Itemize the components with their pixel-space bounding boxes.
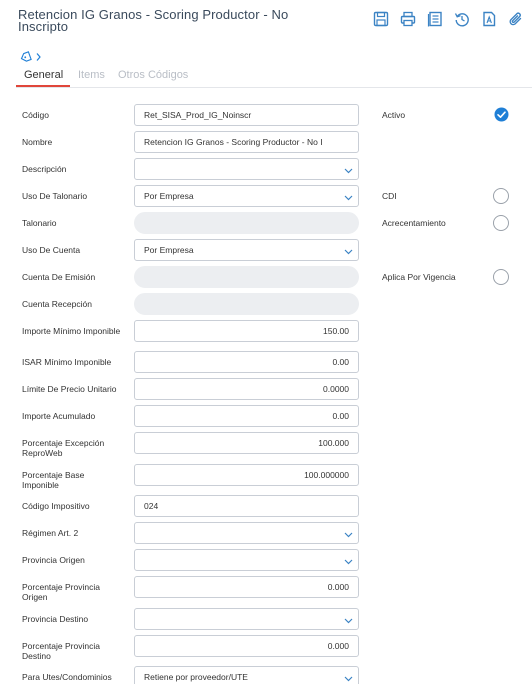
tag-icon	[20, 52, 31, 63]
active-tab-indicator	[16, 85, 70, 87]
label-importe-acumulado: Importe Acumulado	[22, 411, 96, 421]
provincia-destino-select[interactable]	[134, 608, 359, 630]
label-isar-minimo: ISAR Mínimo Imponible	[22, 357, 112, 367]
cdi-checkbox[interactable]	[493, 188, 509, 204]
isar-minimo-input[interactable]: 0.00	[134, 351, 359, 373]
limite-precio-input[interactable]: 0.0000	[134, 378, 359, 400]
chevron-down-icon	[344, 557, 353, 566]
descripcion-select[interactable]	[134, 158, 359, 180]
label-aplica-vigencia: Aplica Por Vigencia	[382, 272, 456, 282]
chevron-down-icon	[344, 166, 353, 175]
label-talonario: Talonario	[22, 218, 57, 228]
label-codigo-impositivo: Código Impositivo	[22, 501, 90, 511]
cuenta-emision-input	[134, 266, 359, 288]
porcentaje-provincia-origen-input[interactable]: 0.000	[134, 576, 359, 598]
tab-items[interactable]: Items	[78, 69, 105, 81]
tab-general[interactable]: General	[24, 69, 64, 81]
porcentaje-provincia-destino-input[interactable]: 0.000	[134, 635, 359, 657]
label-provincia-destino: Provincia Destino	[22, 614, 89, 624]
print-icon[interactable]	[399, 10, 417, 28]
chevron-down-icon	[344, 674, 353, 683]
regimen-select[interactable]	[134, 522, 359, 544]
label-porcentaje-base: Porcentaje Base Imponible	[22, 470, 85, 490]
label-porcentaje-provincia-destino: Porcentaje Provincia Destino	[22, 641, 100, 661]
porcentaje-base-input[interactable]: 100.000000	[134, 464, 359, 486]
checkmark-icon	[494, 107, 509, 122]
header	[0, 0, 532, 46]
label-descripcion: Descripción	[22, 164, 67, 174]
label-porcentaje-excepcion: Porcentaje Excepción ReproWeb	[22, 438, 105, 458]
porcentaje-excepcion-input[interactable]: 100.000	[134, 432, 359, 454]
label-uso-cuenta: Uso De Cuenta	[22, 245, 81, 255]
label-nombre: Nombre	[22, 137, 53, 147]
label-uso-talonario: Uso De Talonario	[22, 191, 88, 201]
uso-talonario-select[interactable]	[134, 185, 359, 207]
importe-minimo-input[interactable]: 150.00	[134, 320, 359, 342]
label-cuenta-recepcion: Cuenta Recepción	[22, 299, 92, 309]
text-document-icon[interactable]	[480, 10, 498, 28]
talonario-input	[134, 212, 359, 234]
para-utes-select[interactable]	[134, 666, 359, 684]
provincia-origen-select[interactable]	[134, 549, 359, 571]
label-codigo: Código	[22, 110, 49, 120]
uso-cuenta-value: Por Empresa	[144, 245, 194, 255]
uso-talonario-value: Por Empresa	[144, 191, 194, 201]
label-acrecentamiento: Acrecentamiento	[382, 218, 446, 228]
chevron-right-icon	[37, 54, 40, 61]
chevron-down-icon	[344, 247, 353, 256]
codigo-input[interactable]: Ret_SISA_Prod_IG_Noinscr	[134, 104, 359, 126]
label-para-utes: Para Utes/Condominios	[22, 672, 112, 682]
importe-acumulado-input[interactable]: 0.00	[134, 405, 359, 427]
label-cdi: CDI	[382, 191, 397, 201]
attachment-icon[interactable]	[507, 10, 525, 28]
label-limite-precio: Límite De Precio Unitario	[22, 384, 117, 394]
chevron-down-icon	[344, 616, 353, 625]
history-icon[interactable]	[453, 10, 471, 28]
breadcrumb[interactable]	[20, 51, 44, 65]
tab-bar	[16, 66, 532, 88]
label-importe-minimo: Importe Mínimo Imponible	[22, 326, 121, 336]
save-icon[interactable]	[372, 10, 390, 28]
cuenta-recepcion-input	[134, 293, 359, 315]
tab-otros-codigos[interactable]: Otros Códigos	[118, 69, 189, 81]
label-activo: Activo	[382, 110, 406, 120]
label-porcentaje-provincia-origen: Porcentaje Provincia Origen	[22, 582, 100, 602]
nombre-input[interactable]: Retencion IG Granos - Scoring Productor - No I	[134, 131, 359, 153]
label-cuenta-emision: Cuenta De Emisión	[22, 272, 96, 282]
acrecentamiento-checkbox[interactable]	[493, 215, 509, 231]
codigo-impositivo-input[interactable]: 024	[134, 495, 359, 517]
chevron-down-icon	[344, 193, 353, 202]
para-utes-value: Retiene por proveedor/UTE	[144, 672, 248, 682]
page-title: Retencion IG Granos - Scoring Productor - No Inscripto	[18, 7, 289, 34]
activo-checkbox[interactable]	[494, 107, 509, 122]
label-regimen: Régimen Art. 2	[22, 528, 79, 538]
label-provincia-origen: Provincia Origen	[22, 555, 85, 565]
aplica-vigencia-checkbox[interactable]	[493, 269, 509, 285]
document-icon[interactable]	[426, 10, 444, 28]
chevron-down-icon	[344, 530, 353, 539]
uso-cuenta-select[interactable]	[134, 239, 359, 261]
